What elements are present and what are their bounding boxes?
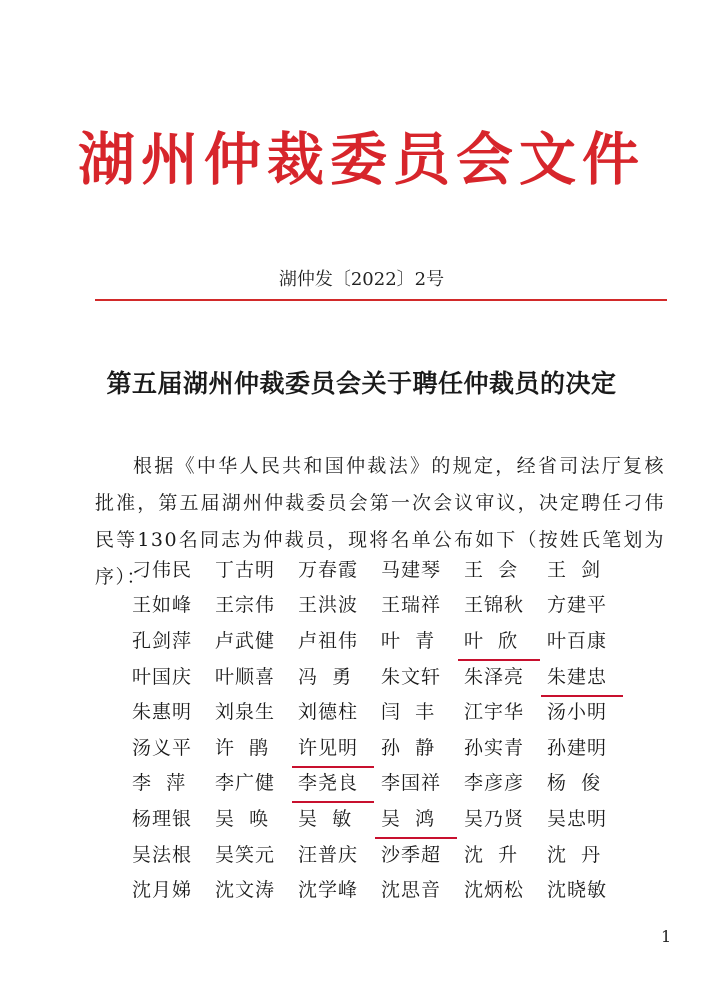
arbitrator-name: 吴 鸿 [381,805,464,833]
arbitrator-name: 朱泽亮 [464,665,525,688]
arbitrator-name: 吴乃贤 [464,807,525,830]
arbitrator-name-list [132,552,672,908]
arbitrator-name: 李广健 [215,772,276,795]
arbitrator-name: 马建琴 [381,558,442,581]
arbitrator-name: 沈思音 [381,879,442,902]
arbitrator-name: 沈月娣 [132,879,193,902]
arbitrator-name: 方建平 [547,594,608,617]
document-header-title: 湖州仲裁委员会文件 [78,127,645,193]
document-title: 第五届湖州仲裁委员会关于聘任仲裁员的决定 [106,369,617,398]
arbitrator-name: 吴笑元 [215,843,276,866]
arbitrator-name: 朱文轩 [381,665,442,688]
name-row [132,730,672,766]
arbitrator-name: 王瑞祥 [381,594,442,617]
name-row [132,623,672,659]
name-row [132,659,672,695]
arbitrator-name: 吴 敏 [298,807,353,830]
arbitrator-name: 孙实青 [464,736,525,759]
document-body-paragraph: 根据《中华人民共和国仲裁法》的规定，经省司法厅复核批准，第五届湖州仲裁委员会第一次会议审议，决定聘任刁伟民等130名同志为仲裁员，现将名单公布如下（按姓氏笔划为序）： [95,455,665,588]
arbitrator-name: 叶 欣 [464,627,547,655]
arbitrator-name: 汤小明 [547,701,608,724]
name-row [132,552,672,588]
name-row [132,872,672,908]
name-row [132,766,672,802]
arbitrator-name: 叶 青 [381,629,436,652]
arbitrator-name: 吴忠明 [547,807,608,830]
arbitrator-name: 刁伟民 [132,558,193,581]
arbitrator-name: 沙季超 [381,843,442,866]
arbitrator-name: 孔剑萍 [132,629,193,652]
page-number: 1 [661,927,672,946]
name-row [132,588,672,624]
arbitrator-name: 万春霞 [298,558,359,581]
arbitrator-name: 朱建忠 [547,663,630,691]
arbitrator-name: 叶百康 [547,629,608,652]
arbitrator-name: 冯 勇 [298,665,353,688]
arbitrator-name: 汤义平 [132,736,193,759]
arbitrator-name: 王洪波 [298,594,359,617]
arbitrator-name: 杨理银 [132,807,193,830]
arbitrator-name: 吴法根 [132,843,193,866]
arbitrator-name: 李尧良 [298,769,381,797]
arbitrator-name: 吴 唤 [215,807,270,830]
arbitrator-name: 汪普庆 [298,843,359,866]
arbitrator-name: 叶国庆 [132,665,193,688]
arbitrator-name: 卢祖伟 [298,629,359,652]
header-divider [95,299,667,301]
arbitrator-name: 沈炳松 [464,879,525,902]
arbitrator-name: 许 鹃 [215,736,270,759]
arbitrator-name: 沈学峰 [298,879,359,902]
arbitrator-name: 沈 丹 [547,843,602,866]
arbitrator-name: 李国祥 [381,772,442,795]
arbitrator-name: 丁古明 [215,558,276,581]
arbitrator-name: 王锦秋 [464,594,525,617]
arbitrator-name: 王 会 [464,558,519,581]
arbitrator-name: 刘泉生 [215,701,276,724]
arbitrator-name: 江宇华 [464,701,525,724]
name-row [132,837,672,873]
arbitrator-name: 王如峰 [132,594,193,617]
arbitrator-name: 卢武健 [215,629,276,652]
arbitrator-name: 孙 静 [381,736,436,759]
arbitrator-name: 孙建明 [547,736,608,759]
arbitrator-name: 李 萍 [132,772,187,795]
arbitrator-name: 刘德柱 [298,701,359,724]
arbitrator-name: 王 剑 [547,558,602,581]
arbitrator-name: 李彦彦 [464,772,525,795]
arbitrator-name: 杨 俊 [547,772,602,795]
arbitrator-name: 叶顺喜 [215,665,276,688]
document-number: 湖仲发〔2022〕2号 [278,269,445,290]
arbitrator-name: 沈晓敏 [547,879,608,902]
name-row [132,801,672,837]
arbitrator-name: 王宗伟 [215,594,276,617]
arbitrator-name: 许见明 [298,734,381,762]
arbitrator-name: 沈 升 [464,843,519,866]
arbitrator-name: 沈文涛 [215,879,276,902]
arbitrator-name: 闫 丰 [381,701,436,724]
arbitrator-name: 朱惠明 [132,701,193,724]
name-row [132,694,672,730]
